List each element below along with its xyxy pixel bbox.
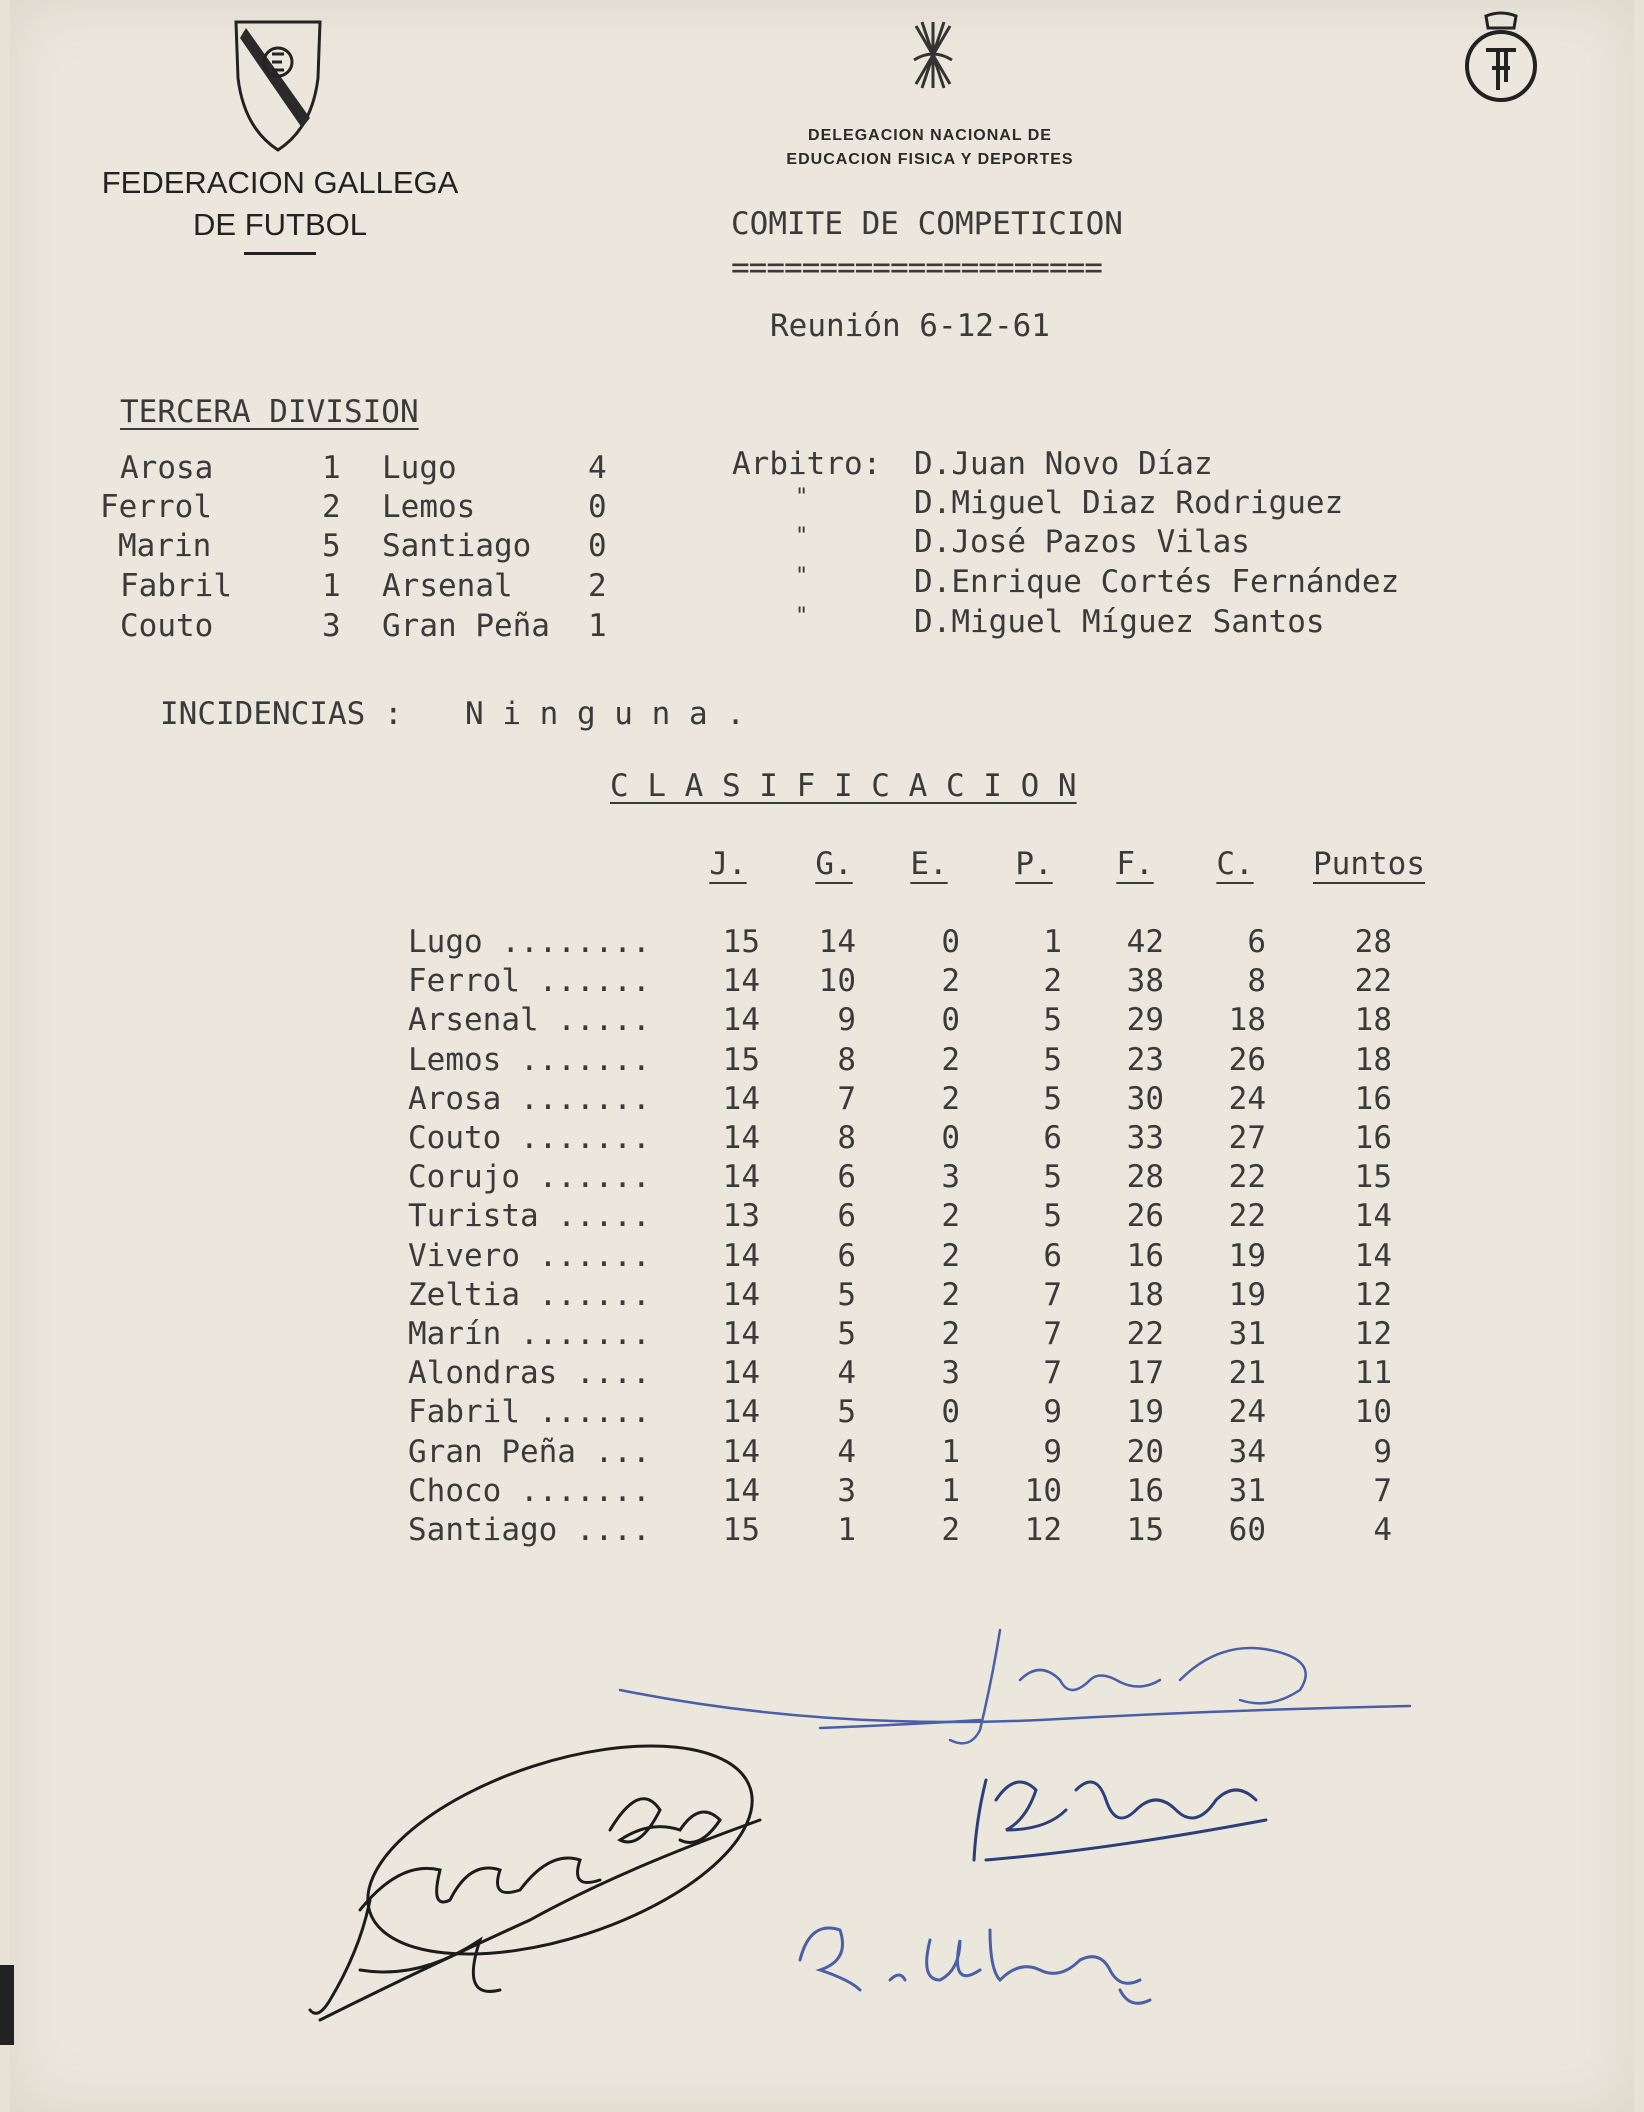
federation-name-line2: DE FUTBOL <box>193 207 367 242</box>
away-goals: 2 <box>588 568 607 604</box>
referee-name: D.José Pazos Vilas <box>914 524 1250 560</box>
stat-g: 6 <box>837 1198 856 1235</box>
stat-c: 6 <box>1247 924 1266 960</box>
stat-g: 5 <box>837 1276 856 1313</box>
stat-e: 0 <box>941 1120 960 1156</box>
standings-header <box>0 846 1600 890</box>
column-header-lost: P. <box>1015 846 1053 882</box>
stat-c: 27 <box>1228 1120 1266 1156</box>
stat-e: 2 <box>941 1041 960 1078</box>
federation-name-line1: FEDERACION GALLEGA <box>101 165 459 200</box>
standings-row <box>0 1159 1600 1198</box>
home-goals: 1 <box>322 568 341 604</box>
standings-row <box>0 963 1600 1002</box>
away-team: Arsenal <box>382 568 513 604</box>
signature-1 <box>300 1740 770 2040</box>
incidents-label: INCIDENCIAS : <box>160 696 403 732</box>
stat-pts: 11 <box>1354 1355 1392 1392</box>
stat-j: 14 <box>722 1080 760 1117</box>
stat-j: 14 <box>722 1002 760 1039</box>
standings-title: C L A S I F I C A C I O N <box>610 768 1077 804</box>
stat-e: 2 <box>941 1237 960 1274</box>
stat-j: 13 <box>722 1198 760 1235</box>
away-team: Lugo <box>382 450 457 486</box>
team-name: Arsenal ..... <box>408 1002 651 1039</box>
referees-list <box>0 446 1600 646</box>
stat-e: 3 <box>941 1159 960 1196</box>
stat-j: 14 <box>722 1237 760 1274</box>
stat-j: 14 <box>722 1120 760 1156</box>
stat-p: 7 <box>1043 1316 1062 1352</box>
stat-e: 2 <box>941 1198 960 1235</box>
away-goals: 1 <box>588 608 607 644</box>
stat-c: 18 <box>1228 1002 1266 1039</box>
stat-g: 8 <box>837 1041 856 1078</box>
referee-name: D.Miguel Míguez Santos <box>914 604 1325 640</box>
stat-p: 1 <box>1043 924 1062 960</box>
standings-row <box>0 1394 1600 1433</box>
stat-c: 24 <box>1228 1394 1266 1431</box>
stat-p: 5 <box>1043 1041 1062 1078</box>
standings-row <box>0 924 1600 963</box>
stat-f: 33 <box>1126 1120 1164 1156</box>
column-header-drawn: E. <box>910 846 948 882</box>
stat-f: 38 <box>1126 963 1164 1000</box>
ditto-mark: " <box>795 524 809 549</box>
away-team: Gran Peña <box>382 608 550 644</box>
stat-p: 2 <box>1043 963 1062 1000</box>
stat-pts: 10 <box>1354 1394 1392 1431</box>
stat-pts: 28 <box>1354 924 1392 960</box>
stat-f: 16 <box>1126 1472 1164 1509</box>
stat-j: 14 <box>722 1355 760 1392</box>
ditto-mark: " <box>795 564 809 589</box>
stat-pts: 18 <box>1354 1002 1392 1039</box>
team-name: Fabril ...... <box>408 1394 651 1431</box>
stat-p: 10 <box>1024 1472 1062 1509</box>
stat-j: 15 <box>722 1041 760 1078</box>
team-name: Lugo ........ <box>408 924 651 960</box>
meeting-date: Reunión 6-12-61 <box>770 308 1050 344</box>
home-team: Marin <box>118 528 212 564</box>
stat-c: 31 <box>1228 1472 1266 1509</box>
standings-row <box>0 1355 1600 1394</box>
stat-c: 60 <box>1228 1512 1266 1548</box>
stat-c: 19 <box>1228 1276 1266 1313</box>
column-header-won: G. <box>815 846 853 882</box>
stat-g: 5 <box>837 1316 856 1352</box>
away-goals: 0 <box>588 489 607 525</box>
stat-f: 17 <box>1126 1355 1164 1392</box>
stat-c: 24 <box>1228 1080 1266 1117</box>
stat-j: 14 <box>722 963 760 1000</box>
stat-pts: 4 <box>1373 1512 1392 1548</box>
signature-4 <box>790 1900 1160 2030</box>
stat-g: 4 <box>837 1355 856 1392</box>
team-name: Vivero ...... <box>408 1237 651 1274</box>
standings-row <box>0 1512 1600 1551</box>
standings-table <box>0 924 1600 1564</box>
stat-g: 7 <box>837 1080 856 1117</box>
ditto-mark: " <box>795 485 809 510</box>
stat-f: 28 <box>1126 1159 1164 1196</box>
yoke-arrows-emblem <box>906 18 960 92</box>
spanish-federation-crest <box>1462 10 1540 110</box>
stat-c: 26 <box>1228 1041 1266 1078</box>
stat-f: 18 <box>1126 1276 1164 1313</box>
home-goals: 2 <box>322 489 341 525</box>
stat-j: 14 <box>722 1433 760 1470</box>
team-name: Zeltia ...... <box>408 1276 651 1313</box>
stat-c: 8 <box>1247 963 1266 1000</box>
stat-g: 10 <box>818 963 856 1000</box>
standings-row <box>0 1238 1600 1277</box>
column-header-goals-against: C. <box>1216 846 1254 882</box>
stat-p: 5 <box>1043 1002 1062 1039</box>
stat-pts: 9 <box>1373 1433 1392 1470</box>
stat-j: 14 <box>722 1276 760 1313</box>
stat-pts: 16 <box>1354 1120 1392 1156</box>
team-name: Couto ....... <box>408 1120 651 1156</box>
stat-e: 2 <box>941 963 960 1000</box>
stat-c: 22 <box>1228 1159 1266 1196</box>
stat-f: 19 <box>1126 1394 1164 1431</box>
stat-e: 0 <box>941 1394 960 1431</box>
away-goals: 0 <box>588 528 607 564</box>
stat-p: 5 <box>1043 1080 1062 1117</box>
stat-e: 1 <box>941 1472 960 1509</box>
stat-f: 29 <box>1126 1002 1164 1039</box>
stat-e: 2 <box>941 1080 960 1117</box>
stat-c: 21 <box>1228 1355 1266 1392</box>
stat-p: 9 <box>1043 1394 1062 1431</box>
federation-name <box>90 162 470 246</box>
standings-row <box>0 1042 1600 1081</box>
stat-p: 12 <box>1024 1512 1062 1548</box>
stat-c: 22 <box>1228 1198 1266 1235</box>
stat-j: 15 <box>722 924 760 960</box>
stat-j: 14 <box>722 1316 760 1352</box>
stat-p: 5 <box>1043 1198 1062 1235</box>
stat-g: 5 <box>837 1394 856 1431</box>
stat-f: 30 <box>1126 1080 1164 1117</box>
column-header-points: Puntos <box>1313 846 1425 882</box>
column-header-goals-for: F. <box>1116 846 1154 882</box>
team-name: Turista ..... <box>408 1198 651 1235</box>
stat-e: 0 <box>941 1002 960 1039</box>
team-name: Arosa ....... <box>408 1080 651 1117</box>
team-name: Marín ....... <box>408 1316 651 1352</box>
standings-row <box>0 1277 1600 1316</box>
home-goals: 3 <box>322 608 341 644</box>
stat-e: 2 <box>941 1316 960 1352</box>
standings-row <box>0 1316 1600 1355</box>
standings-row <box>0 1081 1600 1120</box>
standings-row <box>0 1473 1600 1512</box>
away-team: Santiago <box>382 528 532 564</box>
stat-c: 19 <box>1228 1237 1266 1274</box>
stat-g: 6 <box>837 1159 856 1196</box>
federation-shield-logo <box>232 18 324 154</box>
stat-pts: 15 <box>1354 1159 1392 1196</box>
division-title: TERCERA DIVISION <box>120 394 419 430</box>
stat-pts: 7 <box>1373 1472 1392 1509</box>
stat-e: 3 <box>941 1355 960 1392</box>
referee-name: D.Juan Novo Díaz <box>914 446 1213 482</box>
stat-g: 1 <box>837 1512 856 1548</box>
standings-row <box>0 1120 1600 1159</box>
stat-p: 6 <box>1043 1120 1062 1156</box>
referee-name: D.Enrique Cortés Fernández <box>914 564 1400 600</box>
stat-g: 6 <box>837 1237 856 1274</box>
committee-rule: ===================== <box>731 250 1102 286</box>
stat-pts: 16 <box>1354 1080 1392 1117</box>
stat-g: 3 <box>837 1472 856 1509</box>
home-team: Arosa <box>120 450 214 486</box>
standings-row <box>0 1434 1600 1473</box>
stat-g: 9 <box>837 1002 856 1039</box>
delegation-name <box>760 124 1100 172</box>
team-name: Gran Peña ... <box>408 1433 651 1470</box>
stat-e: 0 <box>941 924 960 960</box>
stat-p: 7 <box>1043 1355 1062 1392</box>
stat-pts: 18 <box>1354 1041 1392 1078</box>
delegation-line2: EDUCACION FISICA Y DEPORTES <box>786 151 1074 168</box>
home-goals: 1 <box>322 450 341 486</box>
column-header-played: J. <box>709 846 747 882</box>
stat-pts: 14 <box>1354 1198 1392 1235</box>
signature-2 <box>620 1620 1420 1760</box>
ditto-mark: " <box>795 604 809 629</box>
stat-p: 6 <box>1043 1237 1062 1274</box>
away-team: Lemos <box>382 489 476 525</box>
team-name: Alondras .... <box>408 1355 651 1392</box>
stat-j: 14 <box>722 1472 760 1509</box>
stat-pts: 12 <box>1354 1316 1392 1352</box>
stat-f: 26 <box>1126 1198 1164 1235</box>
incidents-value: N i n g u n a . <box>465 696 745 732</box>
stat-p: 9 <box>1043 1433 1062 1470</box>
stat-pts: 12 <box>1354 1276 1392 1313</box>
signature-3 <box>966 1760 1286 1870</box>
home-goals: 5 <box>322 528 341 564</box>
home-team: Couto <box>120 608 214 644</box>
home-team: Fabril <box>120 568 232 604</box>
team-name: Choco ....... <box>408 1472 651 1509</box>
team-name: Corujo ...... <box>408 1159 651 1196</box>
team-name: Ferrol ...... <box>408 963 651 1000</box>
standings-row <box>0 1002 1600 1041</box>
stat-f: 23 <box>1126 1041 1164 1078</box>
committee-title: COMITE DE COMPETICION <box>731 206 1123 242</box>
team-name: Santiago .... <box>408 1512 651 1548</box>
stat-c: 34 <box>1228 1433 1266 1470</box>
team-name: Lemos ....... <box>408 1041 651 1078</box>
stat-j: 14 <box>722 1394 760 1431</box>
stat-p: 7 <box>1043 1276 1062 1313</box>
stat-g: 8 <box>837 1120 856 1156</box>
stat-g: 4 <box>837 1433 856 1470</box>
stat-g: 14 <box>818 924 856 960</box>
margin-mark <box>0 1965 14 2045</box>
stat-f: 20 <box>1126 1433 1164 1470</box>
stat-f: 42 <box>1126 924 1164 960</box>
standings-row <box>0 1198 1600 1237</box>
away-goals: 4 <box>588 450 607 486</box>
stat-pts: 14 <box>1354 1237 1392 1274</box>
federation-underline <box>244 252 316 255</box>
stat-e: 2 <box>941 1512 960 1548</box>
stat-pts: 22 <box>1354 963 1392 1000</box>
stat-f: 16 <box>1126 1237 1164 1274</box>
stat-e: 1 <box>941 1433 960 1470</box>
stat-p: 5 <box>1043 1159 1062 1196</box>
stat-f: 15 <box>1126 1512 1164 1548</box>
home-team: Ferrol <box>100 489 212 525</box>
stat-c: 31 <box>1228 1316 1266 1352</box>
delegation-line1: DELEGACION NACIONAL DE <box>808 127 1052 144</box>
stat-j: 15 <box>722 1512 760 1548</box>
referees-label: Arbitro: <box>732 446 882 482</box>
stat-f: 22 <box>1126 1316 1164 1352</box>
stat-j: 14 <box>722 1159 760 1196</box>
referee-name: D.Miguel Diaz Rodriguez <box>914 485 1344 521</box>
stat-e: 2 <box>941 1276 960 1313</box>
